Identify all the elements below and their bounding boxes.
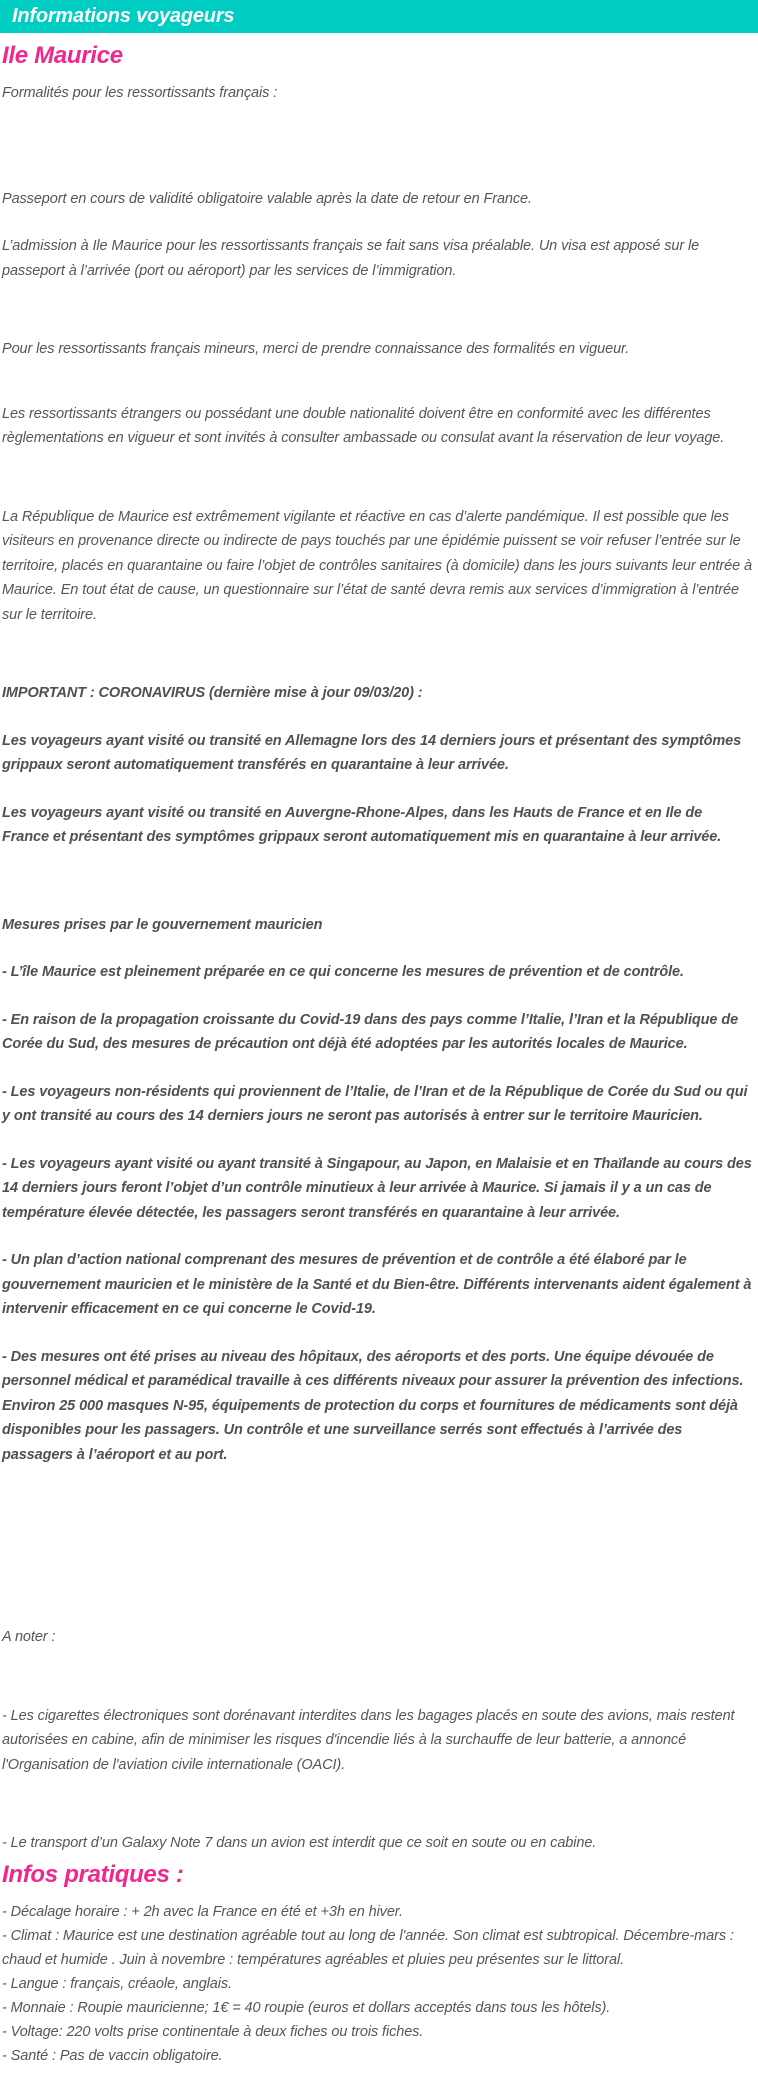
article [0, 33, 758, 2074]
paragraph: - Les voyageurs ayant visité ou ayant transité à Singapour, au Japon, en Malaisie et en Thaïlande au cours des 14 derniers jours feront l’objet d’un contrôle minutieux à leur arrivée à Maurice. Si jamais il y a un cas de température élevée détectée, les passagers seront transférés en quarantaine à leur arrivée. [2, 1155, 752, 1221]
paragraph: IMPORTANT : CORONAVIRUS (dernière mise à jour 09/03/20) : [2, 685, 423, 701]
section-heading: Infos pratiques : [2, 1860, 184, 1888]
paragraph: Formalités pour les ressortissants français : [2, 85, 278, 101]
info-list-item: - Voltage: 220 volts prise continentale à deux fiches ou trois fiches. [2, 2023, 424, 2040]
paragraph: La République de Maurice est extrêmement vigilante et réactive en cas d’alerte pandémique. Il est possible que les visiteurs en provenance directe ou indirecte de pays touchés par une épidémie puissent se voir refuser l’entrée sur le territoire, placés en quarantaine ou faire l’objet de contrôles sanitaires (à domicile) dans les jours suivants leur entrée à Maurice. En tout état de cause, un questionnaire sur l’état de santé devra remis aux services d’immigration à l’entrée sur le territoire. [2, 508, 752, 623]
spacer [2, 306, 752, 337]
info-list-item: - Santé : Pas de vaccin obligatoire. [2, 2047, 223, 2064]
paragraph: Pour les ressortissants français mineurs, merci de prendre connaissance des formalités en vigueur. [2, 341, 630, 357]
paragraph: L’admission à Ile Maurice pour les ressortissants français se fait sans visa préalable. Un visa est apposé sur le passeport à l’arrivée (port ou aéroport) par les services de l’immigration. [2, 238, 700, 279]
paragraph: - Des mesures ont été prises au niveau des hôpitaux, des aéroports et des ports. Une équipe dévouée de personnel médical et paramédical travaille à ces différents niveaux pour assurer la prévention des infections. Environ 25 000 masques N-95, équipements de protection du corps et fournitures de médicaments sont déjà disponibles pour les passagers. Un contrôle et une surveillance serrés sont effectués à l’arrivée des passagers à l’aéroport et au port. [2, 1348, 744, 1463]
info-list-item: - Climat : Maurice est une destination agréable tout au long de l'année. Son climat est subtropical. Décembre-mars : chaud et humide . Juin à novembre : températures agréables et pluies peu présentes sur le littoral. [2, 1927, 734, 1968]
paragraph: - En raison de la propagation croissante du Covid-19 dans des pays comme l’Italie, l’Iran et la République de Corée du Sud, des mesures de précaution ont déjà été adoptées par les autorités locales de Maurice. [2, 1011, 739, 1052]
paragraph: - L’île Maurice est pleinement préparée en ce qui concerne les mesures de prévention et de contrôle. [2, 964, 684, 980]
info-list-item: - Décalage horaire : + 2h avec la France en été et +3h en hiver. [2, 1903, 403, 1920]
article-body [2, 81, 752, 2068]
spacer [2, 873, 752, 913]
paragraph: - Le transport d’un Galaxy Note 7 dans un avion est interdit que ce soit en soute ou en cabine. [2, 1835, 597, 1851]
paragraph: Les voyageurs ayant visité ou transité en Auvergne-Rhone-Alpes, dans les Hauts de France et en Ile de France et présentant des symptômes grippaux seront automatiquement mis en quarantaine à leur arrivée. [2, 804, 722, 845]
spacer [2, 474, 752, 505]
paragraph: A noter : [2, 1629, 56, 1645]
banner-title: Informations voyageurs [12, 5, 235, 27]
spacer [2, 650, 752, 681]
paragraph: - Les voyageurs non-résidents qui proviennent de l’Italie, de l’Iran et de la République de Corée du Sud ou qui y ont transité au cours des 14 derniers jours ne seront pas autorisés à entrer sur le territoire Mauricien. [2, 1083, 748, 1124]
spacer [2, 1800, 752, 1831]
paragraph: Passeport en cours de validité obligatoire valable après la date de retour en France. [2, 190, 532, 207]
paragraph: Mesures prises par le gouvernement mauricien [2, 916, 323, 933]
spacer [2, 1673, 752, 1704]
spacer [2, 1490, 752, 1625]
page-banner [0, 0, 758, 33]
paragraph: Les voyageurs ayant visité ou transité en Allemagne lors des 14 derniers jours et présentant des symptômes grippaux seront automatiquement transférés en quarantaine à leur arrivée. [2, 732, 742, 773]
spacer [2, 385, 752, 402]
page-title: Ile Maurice [2, 42, 123, 69]
paragraph: - Les cigarettes électroniques sont dorénavant interdites dans les bagages placés en soute des avions, mais restent autorisées en cabine, afin de minimiser les risques d'incendie liés à la surchauffe de leur batterie, a annoncé l'Organisation de l'aviation civile internationale (OACI). [2, 1707, 735, 1773]
spacer [2, 129, 752, 187]
paragraph: - Un plan d’action national comprenant des mesures de prévention et de contrôle a été élaboré par le gouvernement mauricien et le ministère de la Santé et du Bien-être. Différents intervenants aident également à intervenir efficacement en ce qui concerne le Covid-19. [2, 1252, 752, 1317]
paragraph: Les ressortissants étrangers ou possédant une double nationalité doivent être en conformité avec les différentes règlementations en vigueur et sont invités à consulter ambassade ou consulat avant la réservation de leur voyage. [2, 405, 725, 446]
info-list-item: - Langue : français, créaole, anglais. [2, 1975, 232, 1992]
info-list-item: - Monnaie : Roupie mauricienne; 1€ = 40 roupie (euros et dollars acceptés dans tous les hôtels). [2, 1999, 611, 2016]
